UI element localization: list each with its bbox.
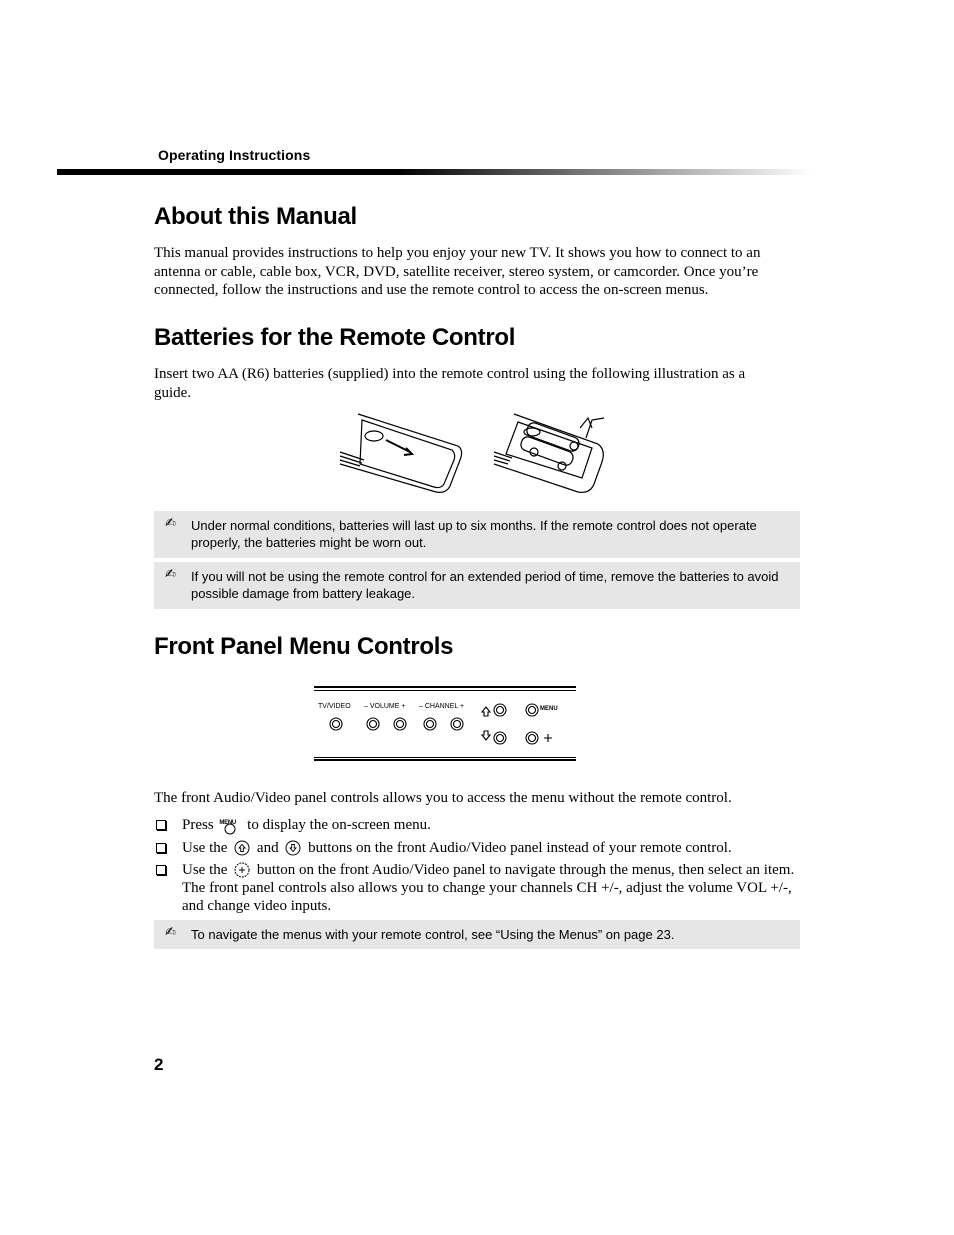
checkbox-bullet-icon bbox=[156, 865, 166, 875]
pen-note-icon: ✍ bbox=[165, 567, 176, 582]
note-text: To navigate the menus with your remote control, see “Using the Menus” on page 23. bbox=[191, 927, 675, 942]
menu-button-icon: MENU bbox=[219, 817, 241, 835]
note-navigate-menus bbox=[154, 920, 800, 949]
list-item: Use the and buttons on the front Audio/Video panel instead of your remote control. bbox=[154, 839, 814, 857]
pen-note-icon: ✍ bbox=[165, 516, 176, 531]
header-rule bbox=[57, 169, 812, 175]
checkbox-bullet-icon bbox=[156, 843, 166, 853]
note-battery-life bbox=[154, 511, 800, 558]
label-tv-video: TV/VIDEO bbox=[318, 703, 351, 710]
heading-batteries: Batteries for the Remote Control bbox=[154, 324, 516, 351]
about-paragraph: This manual provides instructions to help you enjoy your new TV. It shows you how to connect to an antenna or cable, cable box, VCR, DVD, satellite receiver, stereo system, or camcorder. Once you’re connected, follow the instructions and use the remote control to access the on-screen menus. bbox=[154, 245, 761, 298]
label-channel: – CHANNEL + bbox=[419, 703, 465, 710]
down-arrow-button-icon bbox=[285, 840, 301, 856]
heading-front-panel-menu-controls: Front Panel Menu Controls bbox=[154, 633, 454, 660]
note-text: If you will not be using the remote control for an extended period of time, remove the batteries to avoid possible damage from battery leakage. bbox=[191, 569, 779, 601]
list-item: Use the button on the front Audio/Video panel to navigate through the menus, then select an item. The front panel controls also allows you to change your channels CH +/-, adjust the volume VOL +/-, and change video inputs. bbox=[154, 861, 814, 915]
note-text: Under normal conditions, batteries will last up to six months. If the remote control does not operate properly, the batteries might be worn out. bbox=[191, 518, 757, 550]
checkbox-bullet-icon bbox=[156, 820, 166, 830]
front-panel-illustration bbox=[314, 686, 576, 762]
pen-note-icon: ✍ bbox=[165, 925, 176, 940]
label-menu: MENU bbox=[540, 706, 558, 712]
front-panel-intro: The front Audio/Video panel controls allows you to access the menu without the remote control. bbox=[154, 790, 732, 806]
panel-buttons bbox=[314, 686, 576, 762]
running-header: Operating Instructions bbox=[158, 147, 311, 163]
page-number: 2 bbox=[154, 1055, 164, 1074]
list-item: Press MENU to display the on-screen menu. bbox=[154, 816, 814, 835]
up-arrow-button-icon bbox=[234, 840, 250, 856]
batteries-paragraph: Insert two AA (R6) batteries (supplied) into the remote control using the following illustration as a guide. bbox=[154, 366, 746, 401]
select-plus-button-icon bbox=[234, 862, 250, 878]
front-panel-bullets bbox=[154, 816, 814, 919]
heading-about-this-manual: About this Manual bbox=[154, 203, 357, 230]
label-volume: – VOLUME + bbox=[364, 703, 406, 710]
note-battery-removal bbox=[154, 562, 800, 609]
battery-insertion-illustration bbox=[336, 410, 611, 500]
